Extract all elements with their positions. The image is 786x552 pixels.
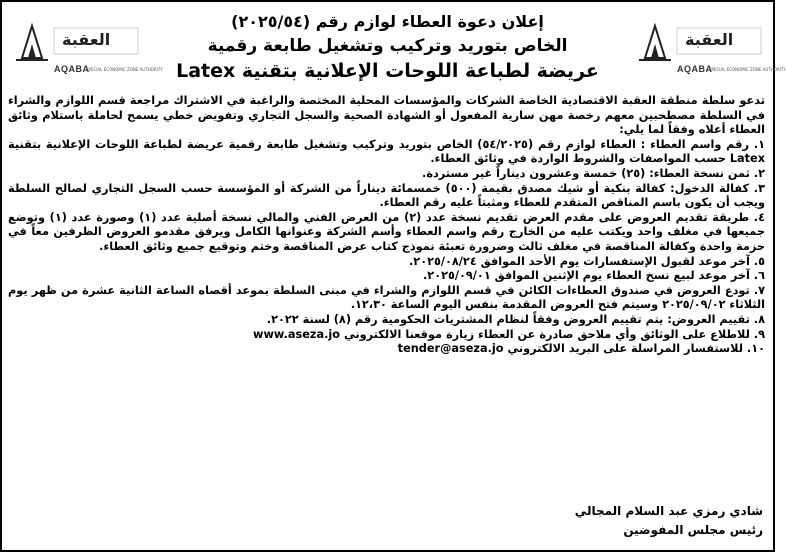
signature-block bbox=[575, 502, 763, 540]
item-5: ٥. آخر موعد لقبول الإستفسارات يوم الأحد الموافق ٢٠٢٥/٠٨/٢٤. bbox=[409, 254, 765, 268]
title-line-3: عريضة لطباعة اللوحات الإعلانية بتقنية Latex bbox=[176, 60, 599, 82]
title-line-1: إعلان دعوة العطاء لوازم رقم (٢٠٢٥/٥٤) bbox=[231, 12, 544, 31]
item-6: ٦. آخر موعد لبيع نسخ العطاء يوم الإثنين الموافق ٢٠٢٥/٠٩/٠١. bbox=[423, 269, 765, 283]
aseza-logo-left bbox=[10, 14, 163, 82]
logo-subtitle: SPECIAL ECONOMIC ZONE AUTHORITY bbox=[86, 67, 163, 72]
signatory-name: شادي رمزي عبد السلام المجالي bbox=[574, 504, 763, 518]
logo-subtitle: SPECIAL ECONOMIC ZONE AUTHORITY bbox=[709, 67, 786, 72]
signatory-title: رئيس مجلس المفوضين bbox=[623, 523, 763, 537]
intro-paragraph: تدعو سلطة منطقة العقبة الاقتصادية الخاصة الشركات والمؤسسات المحلية المختصة والراغبة في الاشتراك مراجعة قسم اللوازم والشراء في السلطة مصطحبين معهم رخصة مهن سارية المفعول أو الشهادة الصحية والسجل التجاري وتفويض خطي يسمح لحاملة باستلام وثائق العطاء أعلاه وفقاً لما يلي: bbox=[8, 94, 765, 137]
item-4: ٤. طريقة تقديم العروض على مقدم العرض تقديم نسخة عدد (٢) من العرض الفني والمالي نسخة أصلية عدد (١) وصورة عدد (١) وتوضع جميعها في مغلف واحد ويكتب عليه من الخارج رقم واسم العطاء وأسم الشركة وعنوانها الكامل ويرفق مقدمو العروض الظرفين معاً في حزمة واحدة وكفالة المناقصة في مغلف ثالث وضرورة تعبئة نموذج كتاب عرض المناقصة وختم وتوقيع جميع وثائق العطاء. bbox=[8, 210, 765, 253]
item-10-email: ١٠. للاستفسار المراسلة على البريد الالكتروني tender@aseza.jo bbox=[397, 342, 765, 356]
item-1: ١. رقم واسم العطاء : العطاء لوازم رقم (٥٤/٢٠٢٥) الخاص بتوريد وتركيب وتشغيل طابعة رقمية عريضة لطباعة اللوحات الإعلانية بتقنية Latex حسب المواصفات والشروط الواردة في وثائق العطاء. bbox=[8, 137, 765, 166]
item-7: ٧. تودع العروض في صندوق العطاءات الكائن في قسم اللوازم والشراء في مبنى السلطة بموعد أقصاه الساعة الثانية عشرة من ظهر يوم الثلاثاء ٢٠٢٥/٠٩/٠٢ وسيتم فتح العروض المقدمة بنفس اليوم الساعة ١٢،٣٠. bbox=[8, 283, 765, 312]
logo-arabic: العقبة bbox=[685, 30, 734, 49]
logo-arabic: العقبة bbox=[62, 30, 111, 49]
logo-text: AQABA bbox=[677, 64, 713, 74]
title-line-2: الخاص بتوريد وتركيب وتشغيل طابعة رقمية bbox=[207, 36, 568, 56]
item-9-website: ٩. للاطلاع على الوثائق وأي ملاحق صادرة عن العطاء زيارة موقعنا الالكتروني www.aseza.jo bbox=[253, 327, 765, 341]
item-8: ٨. تقييم العروض: يتم تقييم العروض وفقاً لنظام المشتريات الحكومية رقم (٨) لسنة ٢٠٢٢. bbox=[266, 312, 765, 326]
item-2: ٢. ثمن نسخة العطاء: (٢٥) خمسة وعشرون ديناراً غير مستردة. bbox=[422, 166, 765, 180]
announcement-header bbox=[152, 10, 623, 84]
aseza-logo-right bbox=[633, 14, 786, 82]
announcement-body bbox=[8, 94, 765, 357]
logo-text: AQABA bbox=[54, 64, 90, 74]
item-3: ٣. كفالة الدخول: كفالة بنكية أو شيك مصدق بقيمة (٥٠٠) خمسمائة ديناراً من الشركة أو المؤسسة حسب السجل التجاري لصالح السلطة ويجب أن يكون باسم المناقص المتقدم للعطاء ومثبتاً عليه رقم العطاء. bbox=[8, 181, 765, 210]
